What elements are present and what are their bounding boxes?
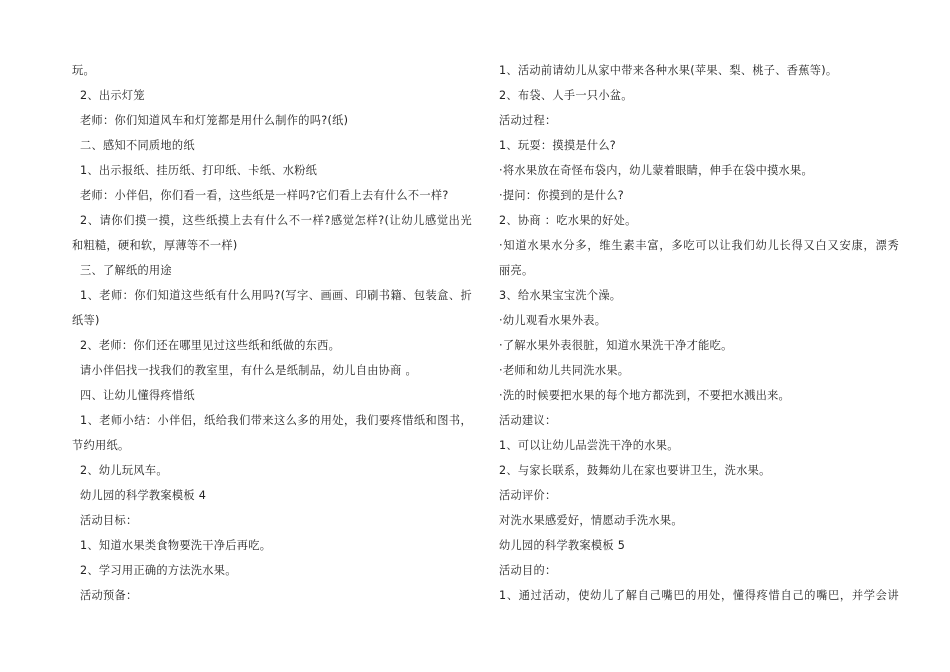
text-line: 丽亮。 xyxy=(499,264,534,277)
text-line: 和粗糙，硬和软，厚薄等不一样) xyxy=(72,239,238,252)
text-line: 2、出示灯笼 xyxy=(80,89,145,102)
text-line: 1、老师：你们知道这些纸有什么用吗?(写字、画画、印刷书籍、包装盒、折 xyxy=(80,289,472,302)
text-line: 1、活动前请幼儿从家中带来各种水果(苹果、梨、桃子、香蕉等)。 xyxy=(499,64,838,77)
text-line: 2、协商 ：吃水果的好处。 xyxy=(499,214,637,227)
template-title: 幼儿园的科学教案模板 4 xyxy=(80,489,207,502)
template-title: 幼儿园的科学教案模板 5 xyxy=(499,539,626,552)
text-line: 对洗水果感爱好，情愿动手洗水果。 xyxy=(499,514,683,527)
text-line: ·幼儿观看水果外表。 xyxy=(499,314,607,327)
text-line: ·老师和幼儿共同洗水果。 xyxy=(499,364,630,377)
text-line: 老师：小伴侣，你们看一看，这些纸是一样吗?它们看上去有什么不一样? xyxy=(80,189,449,202)
text-line: 节约用纸。 xyxy=(72,439,130,452)
text-line: 1、玩耍：摸摸是什么? xyxy=(499,139,617,152)
text-line: ·将水果放在奇怪布袋内，幼儿蒙着眼睛，伸手在袋中摸水果。 xyxy=(499,164,814,177)
left-text-column xyxy=(72,58,472,608)
text-line: 活动建议： xyxy=(499,414,557,427)
section-heading: 二、感知不同质地的纸 xyxy=(80,139,195,152)
text-line: 2、老师：你们还在哪里见过这些纸和纸做的东西。 xyxy=(80,339,341,352)
text-line: ·知道水果水分多，维生素丰富，多吃可以让我们幼儿长得又白又安康，漂秀 xyxy=(499,239,899,252)
text-line: 请小伴侣找一找我们的教室里，有什么是纸制品，幼儿自由协商 。 xyxy=(80,364,417,377)
text-line: 活动预备： xyxy=(80,589,138,602)
text-line: 2、请你们摸一摸，这些纸摸上去有什么不一样?感觉怎样?(让幼儿感觉出光 xyxy=(80,214,472,227)
text-line: 活动目标： xyxy=(80,514,138,527)
text-line: 纸等) xyxy=(72,314,100,327)
text-line: ·提问：你摸到的是什么? xyxy=(499,189,624,202)
text-line: 2、与家长联系，鼓舞幼儿在家也要讲卫生，洗水果。 xyxy=(499,464,771,477)
text-line: 1、通过活动，使幼儿了解自己嘴巴的用处，懂得疼惜自己的嘴巴，并学会讲 xyxy=(499,589,899,602)
text-line: 2、幼儿玩风车。 xyxy=(80,464,168,477)
text-line: 老师：你们知道风车和灯笼都是用什么制作的吗?(纸) xyxy=(80,114,349,127)
text-line: 1、老师小结：小伴侣，纸给我们带来这么多的用处，我们要疼惜纸和图书， xyxy=(80,414,472,427)
text-line: 活动过程： xyxy=(499,114,557,127)
text-line: 1、可以让幼儿品尝洗干净的水果。 xyxy=(499,439,679,452)
section-heading: 三、了解纸的用途 xyxy=(80,264,172,277)
section-heading: 四、让幼儿懂得疼惜纸 xyxy=(80,389,195,402)
text-line: 2、布袋、人手一只小盆。 xyxy=(499,89,633,102)
text-line: 玩。 xyxy=(72,64,95,77)
right-text-column xyxy=(499,58,899,608)
text-line: ·了解水果外表很脏，知道水果洗干净才能吃。 xyxy=(499,339,733,352)
text-line: 2、学习用正确的方法洗水果。 xyxy=(80,564,237,577)
text-line: ·洗的时候要把水果的每个地方都洗到，不要把水溅出来。 xyxy=(499,389,791,402)
text-line: 活动评价： xyxy=(499,489,557,502)
text-line: 活动目的： xyxy=(499,564,557,577)
text-line: 1、出示报纸、挂历纸、打印纸、卡纸、水粉纸 xyxy=(80,164,318,177)
text-line: 1、知道水果类食物要洗干净后再吃。 xyxy=(80,539,272,552)
text-line: 3、给水果宝宝洗个澡。 xyxy=(499,289,622,302)
